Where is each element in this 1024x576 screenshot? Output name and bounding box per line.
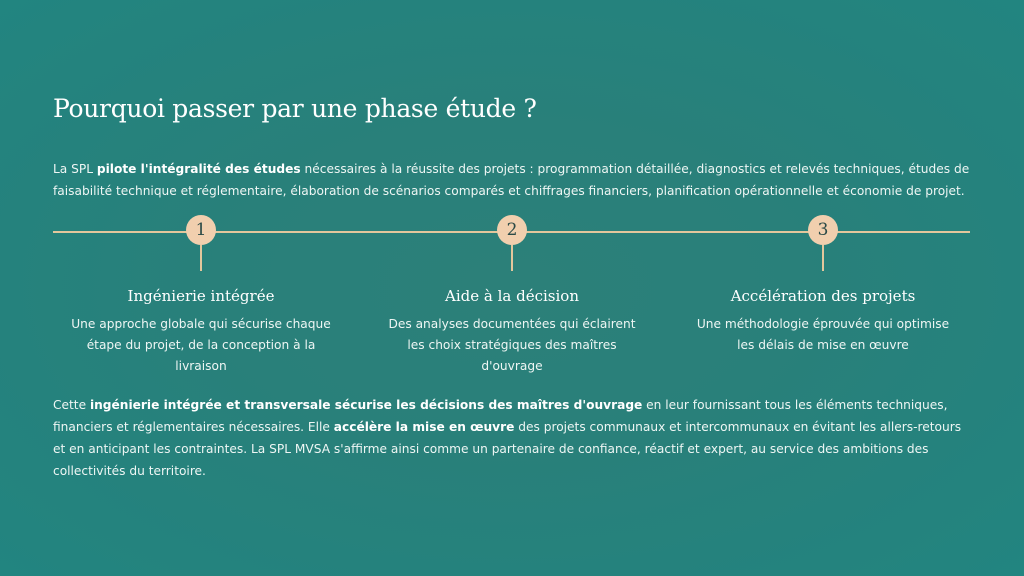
outro-text-part3: des projets communaux et intercommunaux en évitant les allers-retours et en anticipant les contraintes. La SPL MVSA s'affirme ainsi comme un partenaire de confiance, réactif et expert, au service des ambitions des collectivités du territoire. [53,420,962,478]
step-connector [200,245,202,271]
step-title: Accélération des projets [730,287,916,305]
step-number-badge: 3 [808,215,838,245]
intro-text-bold: pilote l'intégralité des études [96,162,301,176]
step-description: Des analyses documentées qui éclairent les choix stratégiques des maîtres d'ouvrage [388,317,636,373]
outro-text-bold2: accélère la mise en œuvre [333,420,515,434]
outro-text-bold1: ingénierie intégrée et transversale sécurise les décisions des maîtres d'ouvrage [89,398,643,412]
step-connector [511,245,513,271]
outro-text-part2: en leur fournissant tous les éléments techniques, financiers et réglementaires nécessaires. Elle [53,398,948,434]
step-3 [683,215,963,356]
step-connector [822,245,824,271]
step-number-badge: 1 [186,215,216,245]
step-title: Aide à la décision [445,287,579,305]
intro-text-prefix: La SPL [53,162,97,176]
outro-text-part1: Cette [53,398,90,412]
outro-paragraph [53,394,973,482]
intro-text-suffix: nécessaires à la réussite des projets : programmation détaillée, diagnostics et relevés techniques, études de faisabilité technique et réglementaire, élaboration de scénarios comparés et chiffrages financiers, planification opérationnelle et économie de projet. [53,162,970,198]
page-title: Pourquoi passer par une phase étude ? [53,94,537,123]
step-2 [372,215,652,377]
step-description: Une approche globale qui sécurise chaque étape du projet, de la conception à la livraison [71,317,331,373]
step-description: Une méthodologie éprouvée qui optimise les délais de mise en œuvre [696,317,950,352]
step-1 [61,215,341,377]
step-title: Ingénierie intégrée [127,287,275,305]
step-number-badge: 2 [497,215,527,245]
intro-paragraph [53,158,983,202]
